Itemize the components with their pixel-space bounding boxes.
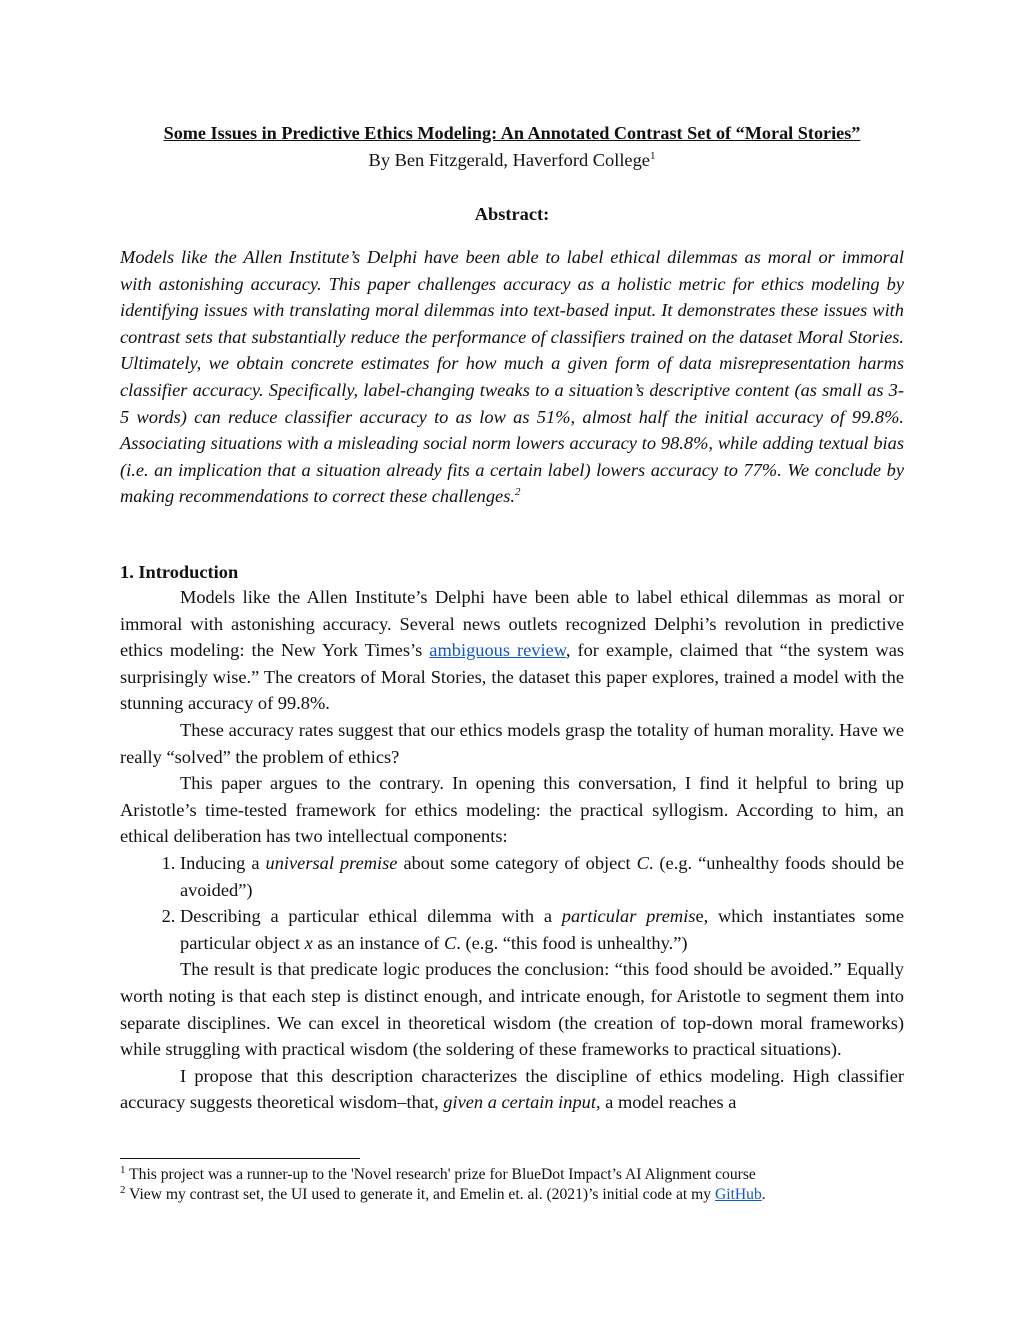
github-link[interactable]: GitHub: [714, 1186, 762, 1203]
paragraph-5-text-b: , a model reaches a: [595, 1092, 737, 1113]
li2-text-c: as an instance of: [312, 932, 445, 953]
list-item: [180, 850, 904, 903]
li2-var-x: x: [304, 932, 313, 953]
footnote-2-text-b: .: [761, 1186, 766, 1203]
paragraph-5-emphasis: given a certain input: [443, 1092, 596, 1113]
syllogism-list: [120, 850, 904, 956]
abstract-heading: Abstract:: [474, 204, 550, 224]
footnote-2-number: 2: [120, 1184, 126, 1196]
footnote-ref-2: 2: [514, 486, 521, 499]
paragraph-4: The result is that predicate logic produces the conclusion: “this food should be avoided.” Equally worth noting is that each step is distinct enough, and intricate enough, for Aristotle to segment them into separate disciplines. We can excel in theoretical wisdom (the creation of top-down moral frameworks) while struggling with practical wisdom (the soldering of these frameworks to practical situations).: [120, 959, 904, 1060]
list-item: [180, 903, 904, 956]
section-heading-introduction: 1. Introduction: [120, 562, 239, 582]
author-byline: [120, 148, 904, 172]
li2-emphasis: particular premis: [561, 906, 696, 927]
li1-var-c: C: [636, 852, 649, 873]
paragraph-1: [120, 584, 904, 717]
li1-text-d: . (e.g. “unhealthy foods should be avoided”): [180, 852, 904, 900]
introduction-body: [120, 584, 904, 1116]
footnote-1-text: This project was a runner-up to the 'Novel research' prize for BlueDot Impact’s AI Alignment course: [129, 1166, 756, 1183]
li1-text-b: about some category of object: [397, 852, 637, 873]
footnotes: [120, 1165, 904, 1205]
byline-text: By Ben Fitzgerald, Haverford College: [368, 150, 650, 170]
li1-emphasis: universal premise: [265, 852, 398, 873]
paper-title: Some Issues in Predictive Ethics Modeling: An Annotated Contrast Set of “Moral Stories”: [163, 123, 861, 143]
paragraph-2: These accuracy rates suggest that our ethics models grasp the totality of human morality. Have we really “solved” the problem of ethics?: [120, 719, 904, 767]
li2-text-b: e, which instantiates some particular object: [180, 906, 904, 953]
paragraph-1-text-a: Models like the Allen Institute’s Delphi have been able to label ethical dilemmas as moral or immoral with astonishing accuracy. Several news outlets recognized Delphi’s revolution in predictive ethics modeling: the New York Times’s: [120, 587, 904, 661]
footnote-divider: [120, 1158, 360, 1159]
footnote-2: [120, 1185, 904, 1205]
paragraph-3: This paper argues to the contrary. In opening this conversation, I find it helpful to bring up Aristotle’s time-tested framework for ethics modeling: the practical syllogism. According to him, an ethical deliberation has two intellectual components:: [120, 773, 904, 847]
ambiguous-review-link[interactable]: ambiguous review: [429, 640, 566, 661]
paragraph-5: [120, 1063, 904, 1116]
li2-var-c: C: [444, 932, 457, 953]
abstract-body: Models like the Allen Institute’s Delphi have been able to label ethical dilemmas as moral or immoral with astonishing accuracy. This paper challenges accuracy as a holistic metric for ethics modeling by identifying issues with translating moral dilemmas into text-based input. It demonstrates these issues with contrast sets that substantially reduce the performance of classifiers trained on the dataset Moral Stories. Ultimately, we obtain concrete estimates for how much a given form of data misrepresentation harms classifier accuracy. Specifically, label-changing tweaks to a situation’s descriptive content (as small as 3-5 words) can reduce classifier accuracy to as low as 51%, almost half the initial accuracy of 99.8%. Associating situations with a misleading social norm lowers accuracy to 98.8%, while adding textual bias (i.e. an implication that a situation already fits a certain label) lowers accuracy to 77%. We conclude by making recommendations to correct these challenges.: [120, 247, 904, 507]
footnote-1-number: 1: [120, 1164, 126, 1176]
li1-text-a: Inducing a: [180, 852, 266, 873]
paragraph-5-text-a: I propose that this description characterizes the discipline of ethics modeling. High classifier accuracy suggests theoretical wisdom–that,: [120, 1065, 904, 1113]
footnote-1: [120, 1165, 904, 1185]
footnote-ref-1: 1: [649, 150, 656, 162]
li2-text-a: Describing a particular ethical dilemma with a: [180, 906, 562, 927]
abstract-text: [120, 244, 904, 510]
li2-text-d: . (e.g. “this food is unhealthy.”): [456, 932, 688, 953]
footnote-2-text-a: View my contrast set, the UI used to generate it, and Emelin et. al. (2021)’s initial code at my: [129, 1186, 715, 1203]
paragraph-1-text-b: , for example, claimed that “the system was surprisingly wise.” The creators of Moral Stories, the dataset this paper explores, trained a model with the stunning accuracy of 99.8%.: [120, 640, 905, 714]
